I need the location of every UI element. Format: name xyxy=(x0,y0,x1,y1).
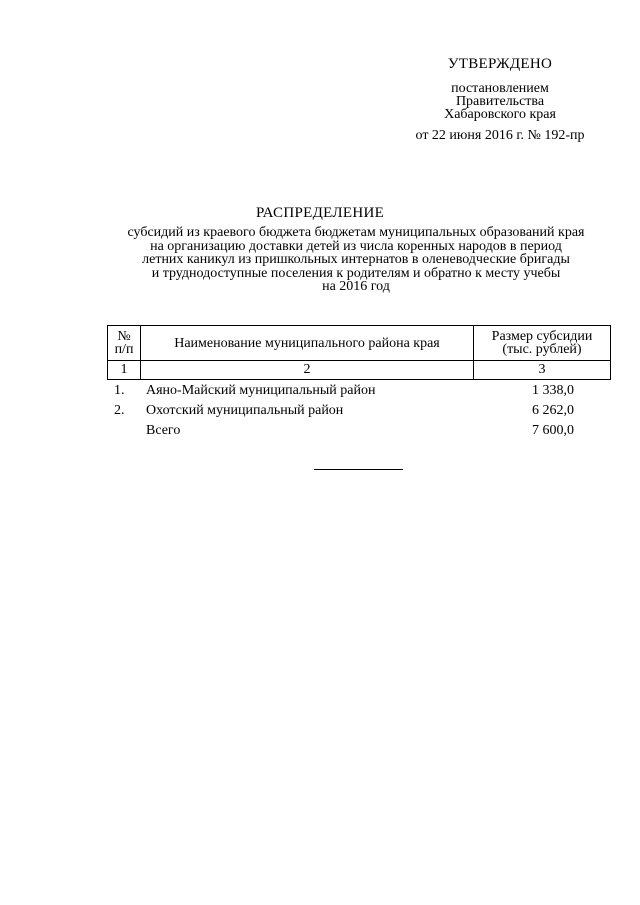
subsidy-table-body xyxy=(107,381,611,441)
row-district: Охотский муниципальный район xyxy=(146,403,344,418)
column-number: 3 xyxy=(474,361,611,380)
col-amount-header-line2: (тыс. рублей) xyxy=(502,342,582,357)
row-number: 1. xyxy=(114,383,125,398)
col-number-header-line1: № xyxy=(117,329,131,344)
document-subtitle xyxy=(96,226,616,294)
header-row xyxy=(108,326,611,361)
col-amount-header xyxy=(474,326,611,361)
closing-rule xyxy=(314,469,403,470)
table-row xyxy=(107,401,611,421)
row-district: Аяно-Майский муниципальный район xyxy=(146,383,376,398)
total-label: Всего xyxy=(146,423,181,438)
table-row xyxy=(107,381,611,401)
col-name-header: Наименование муниципального района края xyxy=(141,326,474,361)
column-number: 1 xyxy=(108,361,141,380)
subtitle-line: на 2016 год xyxy=(322,279,390,294)
column-number-row xyxy=(108,361,611,380)
subtitle-line: на организацию доставки детей из числа коренных народов в период xyxy=(150,238,562,254)
approval-line: Хабаровского края xyxy=(444,107,556,122)
approval-stamp xyxy=(390,58,610,142)
approval-date: от 22 июня 2016 г. № 192-пр xyxy=(415,128,585,143)
total-row xyxy=(107,421,611,441)
approval-line: Правительства xyxy=(455,94,545,109)
col-amount-header-line1: Размер субсидии xyxy=(491,329,593,344)
subtitle-line: летних каникул из пришкольных интернатов в оленеводческие бригады xyxy=(142,252,570,267)
approval-line: постановлением xyxy=(451,81,549,96)
subtitle-line: и труднодоступные поселения к родителям и обратно к месту учебы xyxy=(151,265,561,281)
total-amount: 7 600,0 xyxy=(532,423,574,438)
row-amount: 6 262,0 xyxy=(532,403,574,418)
subtitle-line: субсидий из краевого бюджета бюджетам муниципальных образований края xyxy=(127,225,585,240)
row-amount: 1 338,0 xyxy=(532,383,574,398)
approval-title: УТВЕРЖДЕНО xyxy=(447,56,553,72)
col-number-header xyxy=(108,326,141,361)
row-number: 2. xyxy=(114,403,125,418)
col-number-header-line2: п/п xyxy=(114,342,134,357)
document-title: РАСПРЕДЕЛЕНИЕ xyxy=(255,205,385,221)
subsidy-table-header xyxy=(107,325,611,380)
column-number: 2 xyxy=(141,361,474,380)
